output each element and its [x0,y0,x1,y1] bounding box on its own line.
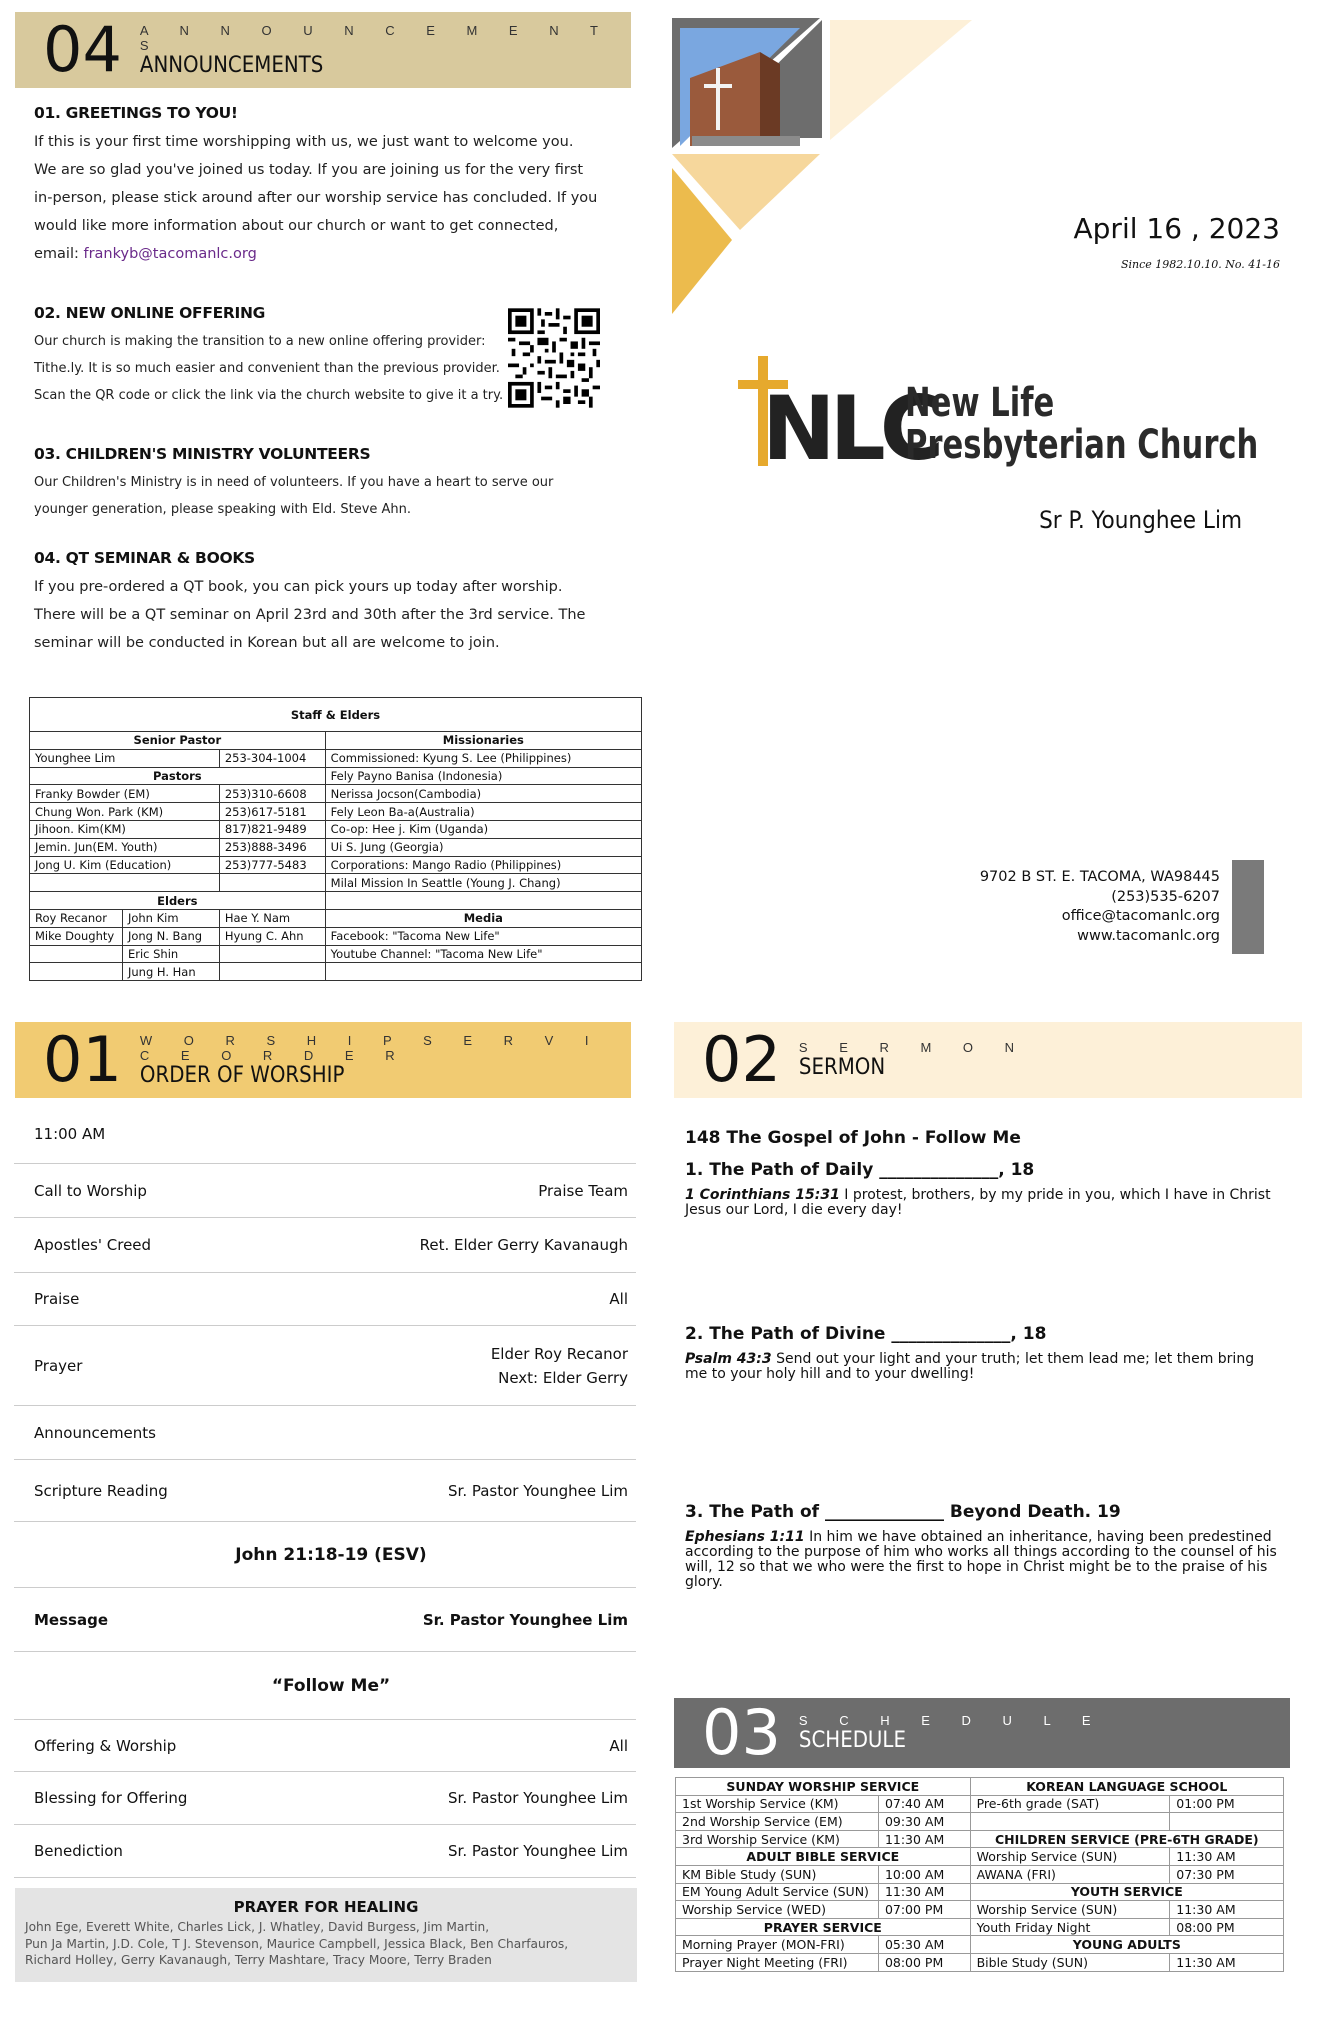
worship-row [14,1326,636,1406]
sermon-point-2 [685,1324,1280,1382]
email-line [34,240,634,268]
table-cell [325,963,641,981]
schedule-cell: Prayer Night Meeting (FRI) [676,1953,879,1971]
schedule-time: 11:30 AM [1170,1848,1284,1866]
schedule-time: 01:00 PM [1170,1795,1284,1813]
logo-letters: NLC [762,377,939,480]
pastors-label: Pastors [30,767,326,785]
schedule-heading: YOUNG ADULTS [970,1936,1283,1954]
announcement-line: If this is your first time worshipping with us, we just want to welcome you. [34,134,574,150]
table-cell: Facebook: "Tacoma New Life" [325,927,641,945]
leader-line: Next: Elder Gerry [498,1368,628,1387]
item-leader: Sr. Pastor Younghee Lim [448,1842,628,1860]
table-cell [30,963,123,981]
schedule-cell: Youth Friday Night [970,1918,1170,1936]
gray-bar [1232,860,1264,954]
point-title: 1. The Path of Daily ______________, 18 [685,1160,1035,1180]
schedule-cell: 1st Worship Service (KM) [676,1795,879,1813]
table-cell: 817)821-9489 [219,820,325,838]
table-cell: Commissioned: Kyung S. Lee (Philippines) [325,749,641,767]
announcement-title: 01. GREETINGS TO YOU! [34,104,238,122]
table-cell: Hae Y. Nam [219,909,325,927]
table-cell: Jong N. Bang [122,927,219,945]
worship-row [14,1164,636,1218]
sermon-title [14,1652,636,1720]
table-cell: Jihoon. Kim(KM) [30,820,220,838]
sermon-header [674,1022,1302,1098]
prayer-line: Richard Holley, Gerry Kavanaugh, Terry Mashtare, Tracy Moore, Terry Braden [25,1953,492,1967]
section-number: 02 [702,1023,781,1096]
item-label: Praise [34,1290,80,1308]
schedule-time: 05:30 AM [878,1936,970,1954]
table-cell: Mike Doughty [30,927,123,945]
announcement-line: younger generation, please speaking with Eld. Steve Ahn. [34,502,412,517]
item-leader: All [609,1290,628,1308]
section-subtitle: A N N O U N C E M E N T S [139,22,612,53]
scripture-text: John 21:18-19 (ESV) [235,1544,427,1565]
sermon-point-1 [685,1160,1280,1218]
schedule-time: 09:30 AM [878,1813,970,1831]
schedule-time: 11:30 AM [878,1830,970,1848]
item-leader [491,1342,628,1390]
prayer-names [15,1916,637,1969]
prayer-for-healing [15,1888,637,1982]
table-cell: Fely Leon Ba-a(Australia) [325,803,641,821]
schedule-cell: Pre-6th grade (SAT) [970,1795,1170,1813]
schedule-cell: AWANA (FRI) [970,1865,1170,1883]
announcement-3 [34,445,634,523]
since-line: Since 1982.10.10. No. 41-16 [1120,258,1280,271]
table-cell: Hyung C. Ahn [219,927,325,945]
section-number: 04 [43,13,122,86]
announcement-2 [34,304,504,409]
schedule-time [1170,1813,1284,1831]
verse-text: I protest, brothers, by my pride in you, which I have in Christ Jesus our Lord, I die every day! [685,1187,1271,1218]
schedule-heading: YOUTH SERVICE [970,1883,1283,1901]
worship-row [14,1772,636,1825]
table-cell: Younghee Lim [30,749,220,767]
staff-title: Staff & Elders [30,698,642,732]
sermon-heading-text: 148 The Gospel of John - Follow Me [685,1128,1021,1148]
sermon-heading [685,1128,1021,1148]
schedule-time: 07:00 PM [878,1901,970,1919]
announcement-4 [34,549,634,657]
worship-row [14,1588,636,1652]
table-cell: 253-304-1004 [219,749,325,767]
announcement-line: If you pre-ordered a QT book, you can pick yours up today after worship. [34,579,563,595]
table-cell [325,892,641,910]
announcement-line: Our Children's Ministry is in need of volunteers. If you have a heart to serve our [34,475,554,490]
item-leader: All [609,1736,628,1755]
item-label: Prayer [34,1356,83,1375]
item-label: Benediction [34,1842,123,1860]
missionaries-label: Missionaries [325,732,641,750]
address: 9702 B ST. E. TACOMA, WA98445 [979,869,1220,885]
item-label: Blessing for Offering [34,1789,188,1807]
table-cell: 253)888-3496 [219,838,325,856]
item-leader: Sr. Pastor Younghee Lim [448,1481,628,1500]
announcement-title: 02. NEW ONLINE OFFERING [34,304,266,322]
table-cell [30,945,123,963]
worship-row [14,1460,636,1522]
prayer-line: John Ege, Everett White, Charles Lick, J. Whatley, David Burgess, Jim Martin, [25,1920,490,1934]
phone[interactable]: (253)535-6207 [1111,888,1220,905]
section-title: SERMON [798,1055,886,1080]
announcement-line: Tithe.ly. It is so much easier and convenient than the previous provider. [34,361,500,376]
table-cell: Co-op: Hee j. Kim (Uganda) [325,820,641,838]
item-leader: Ret. Elder Gerry Kavanaugh [419,1236,628,1254]
schedule-heading: PRAYER SERVICE [676,1918,971,1936]
schedule-time: 10:00 AM [878,1865,970,1883]
sermon-title-text: “Follow Me” [271,1675,391,1696]
contact-block [900,868,1220,946]
table-cell: Fely Payno Banisa (Indonesia) [325,767,641,785]
table-cell: Jemin. Jun(EM. Youth) [30,838,220,856]
sermon-point-3 [685,1502,1280,1590]
schedule-cell [970,1813,1170,1831]
table-cell: Nerissa Jocson(Cambodia) [325,785,641,803]
table-cell [219,963,325,981]
senior-pastor-name: Sr P. Younghee Lim [1039,506,1242,534]
item-label: Call to Worship [34,1181,147,1200]
schedule-cell: EM Young Adult Service (SUN) [676,1883,879,1901]
worship-row [14,1273,636,1326]
schedule-time: 07:30 PM [1170,1865,1284,1883]
section-number: 01 [43,1023,122,1096]
cover-art [672,18,992,318]
schedule-time: 11:30 AM [1170,1953,1284,1971]
schedule-heading: ADULT BIBLE SERVICE [676,1848,971,1866]
schedule-cell: Worship Service (SUN) [970,1901,1170,1919]
announcement-line: would like more information about our church or want to get connected, [34,218,559,234]
table-cell: Youtube Channel: "Tacoma New Life" [325,945,641,963]
senior-pastor-label: Senior Pastor [30,732,326,750]
schedule-time: 07:40 AM [878,1795,970,1813]
announcement-line: seminar will be conducted in Korean but all are welcome to join. [34,635,500,651]
schedule-heading: SUNDAY WORSHIP SERVICE [676,1778,971,1796]
table-cell [30,874,220,892]
table-cell: Corporations: Mango Radio (Philippines) [325,856,641,874]
section-title: SCHEDULE [798,1728,906,1753]
table-cell: Chung Won. Park (KM) [30,803,220,821]
staff-elders-table [29,697,642,981]
announcement-line: We are so glad you've joined us today. If you are joining us for the very first [34,162,584,178]
contact-email[interactable]: office@tacomanlc.org [1061,908,1220,924]
table-cell: Eric Shin [122,945,219,963]
table-cell: Jung H. Han [122,963,219,981]
section-subtitle: S E R M O N [798,1040,1029,1055]
email-label: email: [34,246,84,262]
section-title: ANNOUNCEMENTS [139,52,324,78]
item-label: Scripture Reading [34,1481,168,1500]
table-cell: Milal Mission In Seattle (Young J. Chang) [325,874,641,892]
elders-label: Elders [30,892,326,910]
table-cell: Franky Bowder (EM) [30,785,220,803]
schedule-cell: Morning Prayer (MON-FRI) [676,1936,879,1954]
schedule-cell: Worship Service (SUN) [970,1848,1170,1866]
announcement-line: in-person, please stick around after our worship service has concluded. If you [34,190,598,206]
item-label: Apostles' Creed [34,1236,152,1254]
schedule-cell: Worship Service (WED) [676,1901,879,1919]
schedule-cell: 3rd Worship Service (KM) [676,1830,879,1848]
point-title: 2. The Path of Divine ______________, 18 [685,1324,1047,1344]
prayer-line: Pun Ja Martin, J.D. Cole, T J. Stevenson, Maurice Campbell, Jessica Black, Ben Charfauros, [25,1936,569,1951]
item-leader: Sr. Pastor Younghee Lim [448,1789,628,1807]
table-cell [219,945,325,963]
verse-text: Send out your light and your truth; let them lead me; let them bring me to your holy hill and to your dwelling! [685,1351,1255,1382]
table-cell: John Kim [122,909,219,927]
announcement-line: Our church is making the transition to a new online offering provider: [34,334,486,349]
section-subtitle: S C H E D U L E [798,1713,1105,1728]
scripture-reference [14,1522,636,1588]
time-label: 11:00 AM [34,1124,106,1143]
website[interactable]: www.tacomanlc.org [1077,927,1220,944]
item-label: Announcements [34,1423,156,1442]
worship-row [14,1218,636,1273]
verse-reference: 1 Corinthians 15:31 [685,1187,840,1203]
table-cell: 253)777-5483 [219,856,325,874]
church-name-line2: Presbyterian Church [905,422,1259,468]
schedule-heading: CHILDREN SERVICE (PRE-6TH GRADE) [970,1830,1283,1848]
leader-line: Elder Roy Recanor [490,1344,628,1363]
announcement-title: 04. QT SEMINAR & BOOKS [34,549,255,567]
announcement-line: There will be a QT seminar on April 23rd and 30th after the 3rd service. The [34,607,586,623]
schedule-heading: KOREAN LANGUAGE SCHOOL [970,1778,1283,1796]
worship-header [15,1022,631,1098]
announcements-header [15,12,631,88]
schedule-time: 11:30 AM [878,1883,970,1901]
table-cell: Jong U. Kim (Education) [30,856,220,874]
cream-triangle [830,20,972,140]
email-link[interactable]: frankyb@tacomanlc.org [83,246,257,262]
table-cell: Ui S. Jung (Georgia) [325,838,641,856]
point-title: 3. The Path of ______________ Beyond Death. 19 [685,1502,1121,1522]
section-number: 03 [702,1696,781,1769]
announcement-1 [34,104,634,268]
table-cell: Roy Recanor [30,909,123,927]
schedule-cell: 2nd Worship Service (EM) [676,1813,879,1831]
table-cell [219,874,325,892]
schedule-time: 08:00 PM [1170,1918,1284,1936]
table-cell: 253)310-6608 [219,785,325,803]
media-label: Media [325,909,641,927]
worship-row [14,1720,636,1772]
section-subtitle: W O R S H I P S E R V I C E O R D E R [139,1032,603,1063]
item-leader: Praise Team [538,1181,628,1200]
verse-text: In him we have obtained an inheritance, having been predestined according to the purpose of him who works all things according to the counsel of his will, 12 so that we who were the first to hope in Christ might be to the praise of his glory. [685,1529,1277,1590]
service-time [14,1104,636,1164]
schedule-cell: Bible Study (SUN) [970,1953,1170,1971]
announcement-line: Scan the QR code or click the link via the church website to give it a try. [34,388,504,403]
worship-row [14,1825,636,1878]
schedule-cell: KM Bible Study (SUN) [676,1865,879,1883]
item-label: Offering & Worship [34,1736,177,1755]
worship-row [14,1406,636,1460]
section-title: ORDER OF WORSHIP [139,1062,345,1088]
order-of-worship [14,1104,636,1878]
schedule-time: 11:30 AM [1170,1901,1284,1919]
schedule-table [675,1777,1284,1972]
prayer-title: PRAYER FOR HEALING [233,1898,419,1916]
verse-reference: Psalm 43:3 [685,1351,772,1367]
bulletin-date: April 16 , 2023 [1073,212,1280,245]
verse-reference: Ephesians 1:11 [685,1529,805,1545]
schedule-time: 08:00 PM [878,1953,970,1971]
announcement-title: 03. CHILDREN'S MINISTRY VOLUNTEERS [34,445,371,463]
church-name-line1: New Life [905,380,1055,426]
table-cell: 253)617-5181 [219,803,325,821]
schedule-header [674,1698,1290,1768]
item-label: Message [34,1610,108,1629]
qr-code-icon[interactable] [508,308,600,408]
item-leader: Sr. Pastor Younghee Lim [422,1610,628,1629]
